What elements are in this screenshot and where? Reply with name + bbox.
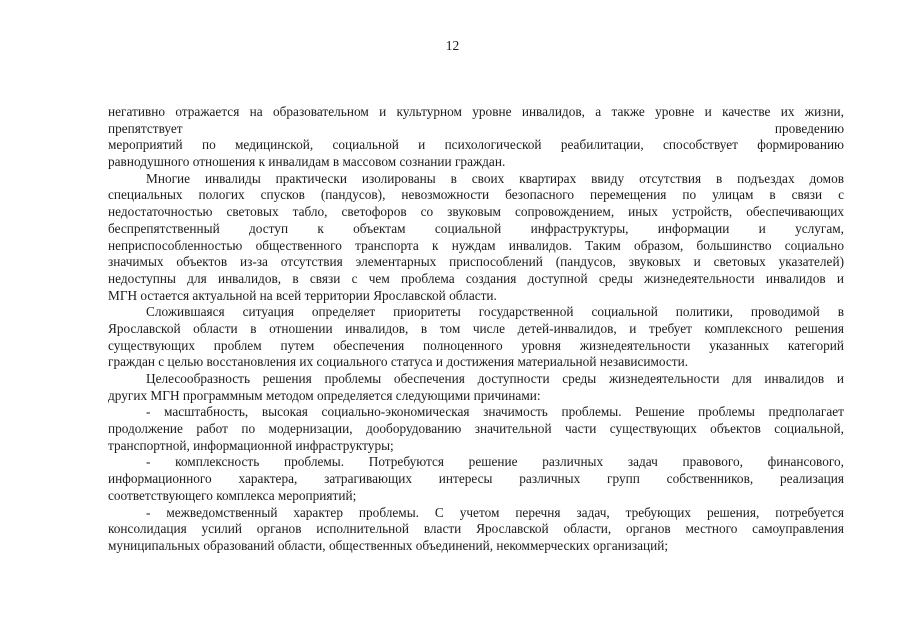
text-line: негативно отражается на образовательном и культурном уровне инвалидов, а также уровне и качестве их жизни, — [108, 104, 844, 119]
text-line: неприспособленностью общественного транспорта к нуждам инвалидов. Таким образом, большинство социально — [108, 237, 844, 253]
text-line: существующих проблем путем обеспечения полноценного уровня жизнедеятельности указанных категорий — [108, 337, 844, 353]
text-line: равнодушного отношения к инвалидам в массовом сознании граждан. — [108, 154, 506, 170]
text-line: мероприятий по медицинской, социальной и психологической реабилитации, способствует формированию — [108, 137, 844, 153]
text-line: препятствует проведению — [108, 120, 844, 136]
text-line: - масштабность, высокая социально-экономическая значимость проблемы. Решение проблемы предполагает — [146, 404, 844, 420]
text-line: консолидация усилий органов исполнительной власти Ярославской области, органов местного самоуправления — [108, 521, 844, 537]
text-line: продолжение работ по модернизации, дооборудованию значительной части существующих объектов социальной, — [108, 421, 844, 437]
text-line: транспортной, информационной инфраструктуры; — [108, 437, 394, 453]
text-line: Многие инвалиды практически изолированы в своих квартирах ввиду отсутствия в подъездах домов — [146, 170, 844, 186]
text-line: - межведомственный характер проблемы. С учетом перечня задач, требующих решения, потребуется — [146, 504, 844, 520]
document-body — [108, 104, 844, 555]
text-line: Сложившаяся ситуация определяет приоритеты государственной социальной политики, проводимой в — [146, 304, 844, 320]
text-line: значимых объектов из-за отсутствия элементарных приспособлений (пандусов, звуковых и световых указателей) — [108, 254, 844, 270]
page-number: 12 — [445, 38, 460, 53]
text-line: соответствующего комплекса мероприятий; — [108, 487, 357, 503]
text-line: других МГН программным методом определяется следующими причинами: — [108, 387, 541, 403]
text-line: муниципальных образований области, общественных объединений, некоммерческих организаций; — [108, 537, 669, 553]
text-line: МГН остается актуальной на всей территории Ярославской области. — [108, 287, 497, 303]
text-line: - комплексность проблемы. Потребуются решение различных задач правового, финансового, — [146, 454, 844, 470]
text-line: граждан с целью восстановления их социального статуса и достижения материальной независимости. — [108, 354, 689, 370]
text-line: Ярославской области в отношении инвалидов, в том числе детей-инвалидов, и требует комплексного решения — [108, 320, 844, 336]
text-line: недоступны для инвалидов, в связи с чем проблема создания доступной среды жизнедеятельности инвалидов и — [108, 270, 844, 286]
text-line: Целесообразность решения проблемы обеспечения доступности среды жизнедеятельности для инвалидов и — [146, 371, 844, 386]
text-line: недостаточностью световых табло, светофоров со звуковым сопровождением, иных устройств, обеспечивающих — [108, 204, 844, 220]
text-line: специальных пологих спусков (пандусов), невозможности безопасного перемещения по улицам в связи с — [108, 187, 844, 203]
text-line: информационного характера, затрагивающих интересы различных групп собственников, реализация — [108, 471, 844, 487]
text-line: беспрепятственный доступ к объектам социальной инфраструктуры, информации и услугам, — [108, 220, 844, 236]
